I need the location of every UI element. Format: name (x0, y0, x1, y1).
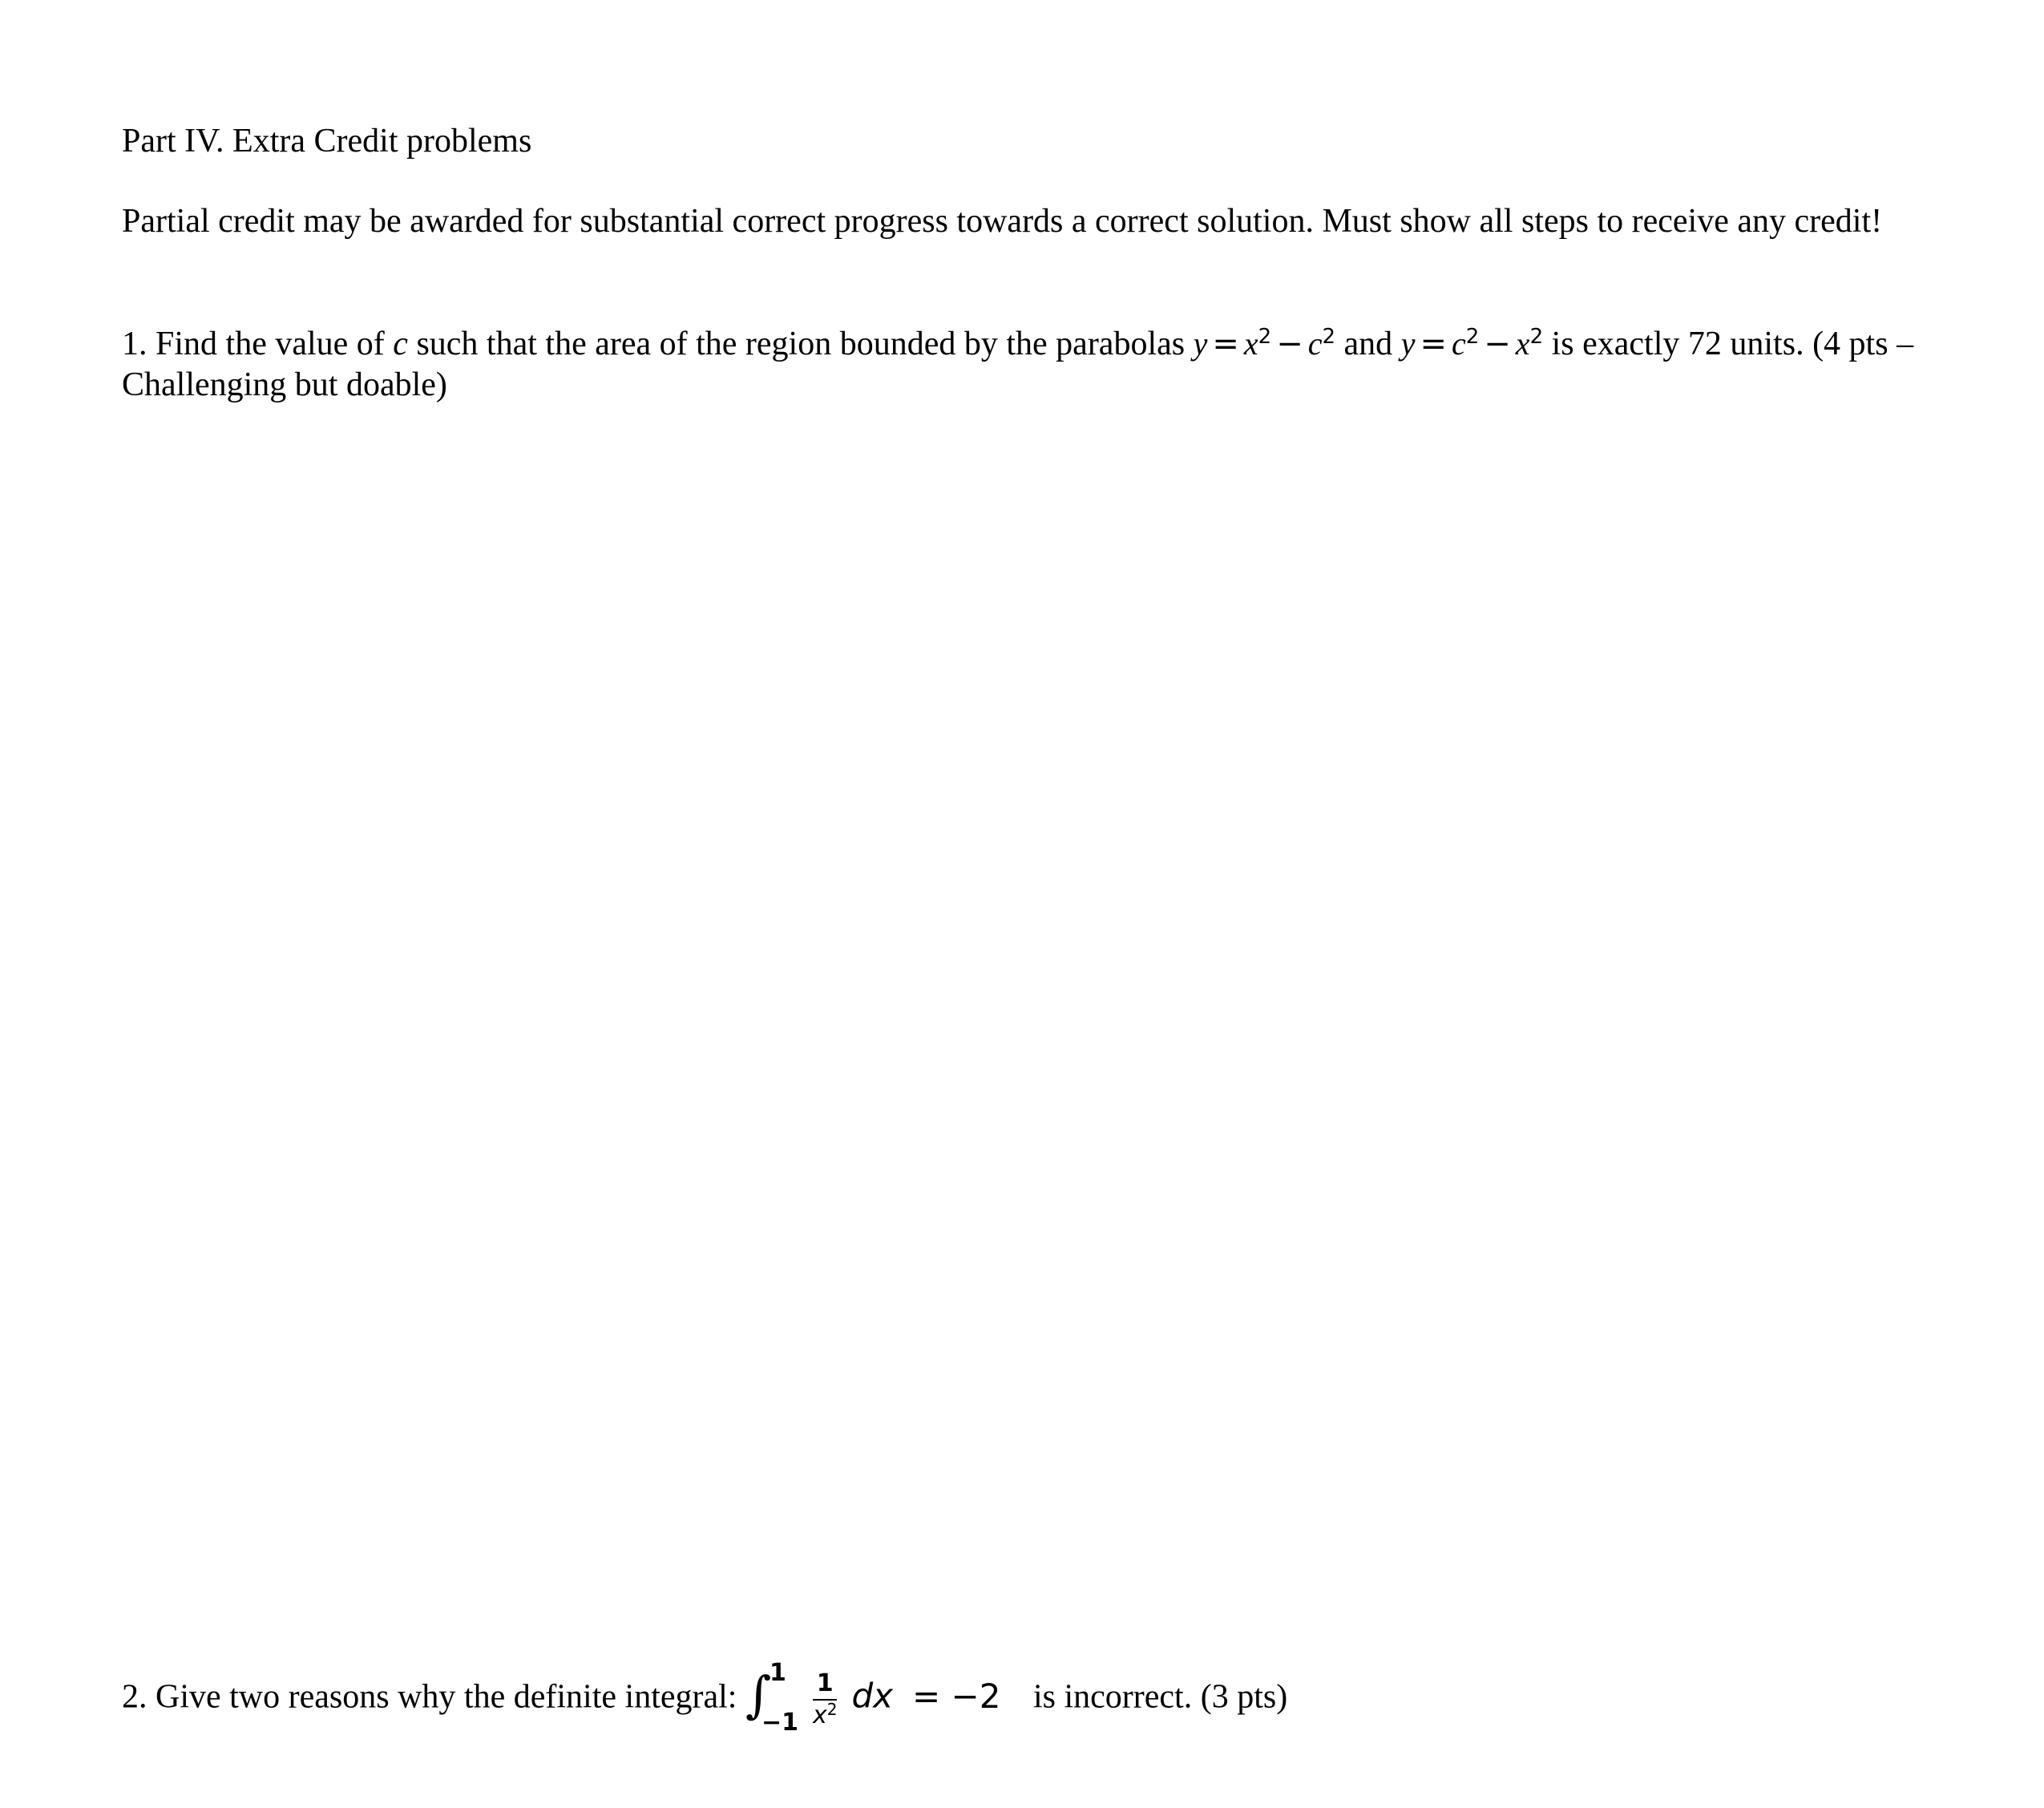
integral-result: = −2 (911, 1676, 1001, 1716)
fraction-denominator: $x^2$ (812, 1700, 838, 1729)
fraction-numerator: 1 (813, 1670, 838, 1701)
parabola-equation-2: $y = c^2 - x^2$ (1400, 325, 1544, 362)
integrand-fraction (813, 1670, 838, 1729)
integral-sign-icon: ∫ (745, 1665, 772, 1724)
problem-2 (122, 1660, 1287, 1740)
problem-1-text-b: is exactly 72 units. (4 pts – Challenging but doable) (122, 326, 1914, 403)
definite-integral (745, 1660, 802, 1740)
integral-upper-limit: 1 (769, 1659, 786, 1687)
problem-1 (122, 323, 1965, 406)
page-heading: Part IV. Extra Credit problems (122, 123, 532, 160)
problem-2-prefix: 2. Give two reasons why the definite integral: (122, 1678, 737, 1716)
instructions-text: Partial credit may be awarded for substantial correct progress towards a correct solution. Must show all steps to receive any credit! (122, 203, 1883, 240)
and-word: and (1343, 326, 1393, 362)
problem-2-suffix: is incorrect. (3 pts) (1032, 1678, 1288, 1716)
problem-1-text-a: such that the area of the region bounded by the parabolas (416, 326, 1186, 362)
parabola-equation-1: $y = x^2 - c^2$ (1193, 325, 1336, 362)
variable-c: c (393, 326, 408, 362)
differential: dx (851, 1676, 893, 1716)
problem-1-prefix: 1. Find the value of (122, 326, 385, 362)
integral-lower-limit: −1 (761, 1709, 798, 1737)
